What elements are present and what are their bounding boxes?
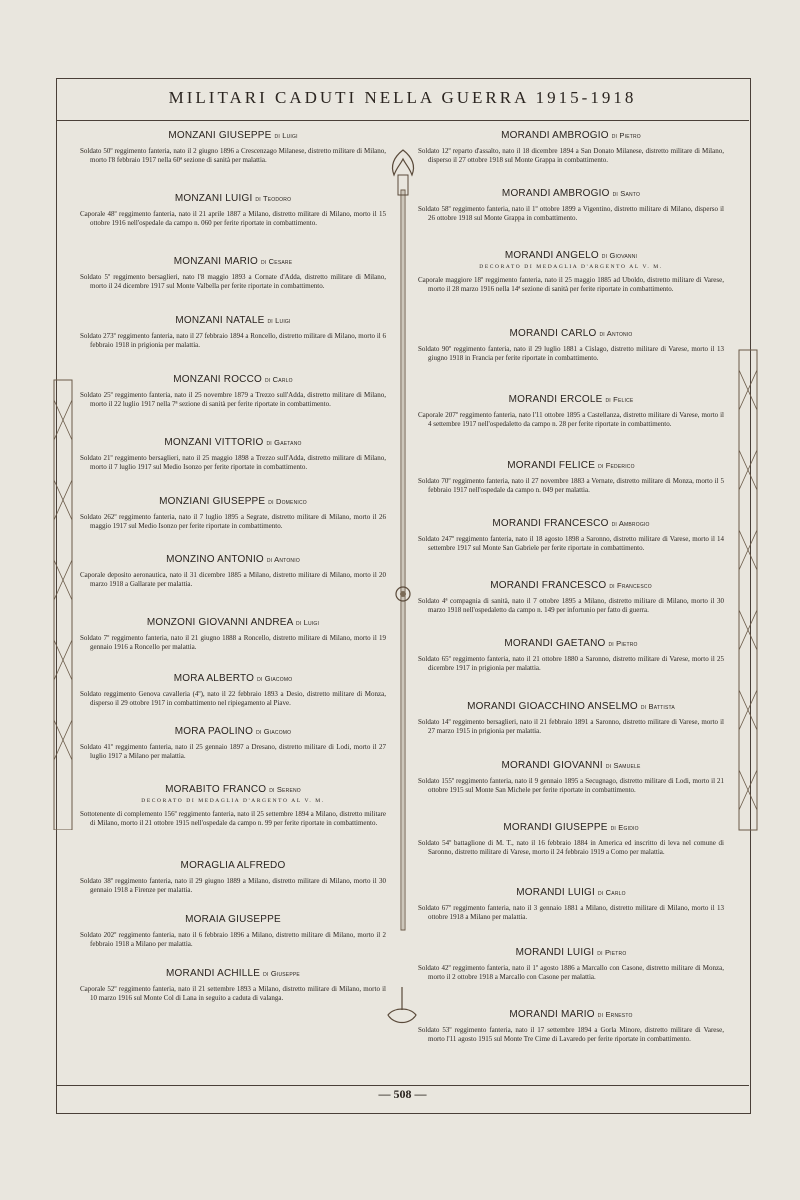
entry-text: Soldato 50º reggimento fanteria, nato il 2 giugno 1896 a Crescenzago Milanese, distretto militare di Milano, morto l'8 febbraio 1917 nella 60ª sezione di sanità per malattia. <box>80 147 386 164</box>
entry-text: Soldato 4ª compagnia di sanità, nato il 7 ottobre 1895 a Milano, distretto militare di Milano, morto il 30 marzo 1918 nell'ospedaletto da campo n. 149 per infortunio per fatto di guerra. <box>418 597 724 614</box>
entry-name <box>80 256 386 267</box>
person-name: MORANDI GIOACCHINO ANSELMO <box>467 701 638 712</box>
person-name: MONZANI ROCCO <box>173 374 262 385</box>
entry-name <box>80 193 386 204</box>
patronymic: di Cesare <box>260 257 293 266</box>
entry-text: Soldato 12º reparto d'assalto, nato il 18 dicembre 1894 a San Donato Milanese, distretto militare di Milano, disperso il 27 ottobre 1918 sul Monte Grappa in combattimento. <box>418 147 724 164</box>
entry-name <box>80 315 386 326</box>
entry-text: Soldato 65º reggimento fanteria, nato il 21 ottobre 1880 a Saronno, distretto militare di Varese, morto il 25 dicembre 1917 in prigionia per malattia. <box>418 655 724 672</box>
entry-name <box>418 887 724 898</box>
person-name: MORAGLIA ALFREDO <box>180 860 286 871</box>
entry <box>418 947 724 1009</box>
entry-name <box>418 250 724 261</box>
person-name: MONZANI VITTORIO <box>164 437 264 448</box>
person-name: MORANDI ACHILLE <box>166 968 261 979</box>
entry-name <box>418 1009 724 1020</box>
person-name: MONZINO ANTONIO <box>166 554 264 565</box>
patronymic: di Samuele <box>605 761 641 770</box>
left-column <box>80 130 386 1028</box>
patronymic: di Sereno <box>269 785 301 794</box>
entry-name <box>418 701 724 712</box>
entry <box>418 760 724 822</box>
person-name: MORANDI LUIGI <box>515 947 595 958</box>
torch-ornament-icon <box>384 145 422 200</box>
patronymic: di Antonio <box>266 555 300 564</box>
person-name: MORANDI AMBROGIO <box>501 188 610 199</box>
person-name: MORANDI LUIGI <box>516 887 595 898</box>
person-name: MONZANI GIUSEPPE <box>168 130 272 141</box>
patronymic: di Luigi <box>274 131 298 140</box>
patronymic: di Giacomo <box>256 727 292 736</box>
person-name: MORANDI AMBROGIO <box>501 130 609 141</box>
entry-name <box>80 496 386 507</box>
entry-text: Soldato 53º reggimento fanteria, nato il 17 settembre 1894 a Gorla Minore, distretto militare di Varese, morto l'11 agosto 1915 sul Monte Tre Cime di Lavaredo per ferite riportate in combattimento. <box>418 1026 724 1043</box>
patronymic: di Antonio <box>599 329 633 338</box>
entry <box>418 518 724 580</box>
person-name: MORANDI FRANCESCO <box>490 580 607 591</box>
entry-text: Soldato 54º battaglione di M. T., nato il 16 febbraio 1884 in America ed inscritto di leva nel comune di Saronno, distretto militare di Varese, morto il 24 febbraio 1919 a Como per malattia. <box>418 839 724 856</box>
entry <box>80 496 386 554</box>
entry-name <box>80 860 386 871</box>
entry-text: Soldato 202º reggimento fanteria, nato il 6 febbraio 1896 a Milano, distretto militare di Milano, morto il 2 febbraio 1918 a Milano per malattia. <box>80 931 386 948</box>
patronymic: di Giuseppe <box>263 969 300 978</box>
person-name: MONZANI MARIO <box>173 256 258 267</box>
person-name: MORANDI GIOVANNI <box>501 760 603 771</box>
person-name: MORANDI CARLO <box>509 328 597 339</box>
entry-name <box>80 914 386 925</box>
entry-text: Soldato 25º reggimento fanteria, nato il 25 novembre 1879 a Trezzo sull'Adda, distretto militare di Milano, morto il 22 luglio 1917 nella 7ª sezione di sanità per ferite riportate in combattimento. <box>80 391 386 408</box>
entry <box>418 887 724 947</box>
entry <box>418 460 724 518</box>
patronymic: di Pietro <box>608 639 638 648</box>
person-name: MORANDI FELICE <box>507 460 596 471</box>
entry <box>80 726 386 784</box>
patronymic: di Felice <box>605 395 634 404</box>
entry-name <box>80 437 386 448</box>
footer-rule <box>56 1085 749 1086</box>
person-name: MORANDI ERCOLE <box>508 394 603 405</box>
entry-name <box>418 460 724 471</box>
entry <box>80 860 386 914</box>
entry-text: Soldato 67º reggimento fanteria, nato il 3 gennaio 1881 a Milano, distretto militare di Milano, morto il 13 ottobre 1918 a Milano per malattia. <box>418 904 724 921</box>
entry-text: Soldato 14º reggimento bersaglieri, nato il 21 febbraio 1891 a Saronno, distretto militare di Varese, morto il 27 marzo 1915 in prigionia per malattia. <box>418 718 724 735</box>
patronymic: di Giacomo <box>257 674 293 683</box>
person-name: MORANDI ANGELO <box>504 250 599 261</box>
person-name: MONZANI NATALE <box>175 315 265 326</box>
entry <box>80 315 386 374</box>
entry <box>80 968 386 1028</box>
entry-name <box>80 617 386 628</box>
person-name: MONZANI LUIGI <box>174 193 253 204</box>
patronymic: di Pietro <box>597 948 627 957</box>
entry <box>418 1009 724 1069</box>
person-name: MORANDI MARIO <box>509 1009 595 1020</box>
entry-name <box>418 580 724 591</box>
entry <box>418 130 724 188</box>
entry-name <box>418 638 724 649</box>
center-pole-ornament <box>398 150 408 1000</box>
patronymic: di Carlo <box>264 375 293 384</box>
entry <box>418 701 724 760</box>
patronymic: di Egidio <box>610 823 639 832</box>
entry-name <box>80 374 386 385</box>
patronymic: di Ambrogio <box>611 519 650 528</box>
decoration-note: DECORATO DI MEDAGLIA D'ARGENTO AL V. M. <box>141 798 325 804</box>
patronymic: di Luigi <box>267 316 291 325</box>
entry-text: Caporale 52º reggimento fanteria, nato il 21 settembre 1893 a Milano, distretto militare di Milano, morto il 10 marzo 1916 sul Monte Col di Lana in seguito a caduta di valanga. <box>80 985 386 1002</box>
entry <box>80 437 386 496</box>
entry-text: Sottotenente di complemento 156º reggimento fanteria, nato il 25 settembre 1894 a Milano, distretto militare di Milano, morto il 21 ottobre 1915 nell'ospedale da campo n. 99 per ferite riportate in combattimento. <box>80 810 386 827</box>
entry-text: Caporale 48º reggimento fanteria, nato il 21 aprile 1887 a Milano, distretto militare di Milano, morto il 15 ottobre 1916 nell'ospedale da campo n. 060 per ferite riportate in combattimento. <box>80 210 386 227</box>
patronymic: di Ernesto <box>597 1010 633 1019</box>
patronymic: di Teodoro <box>255 194 292 203</box>
entry <box>418 328 724 394</box>
entry-text: Soldato 5º reggimento bersaglieri, nato l'8 maggio 1893 a Cornate d'Adda, distretto militare di Milano, morto il 24 dicembre 1917 sul Monte Valbella per ferite riportate in combattimento. <box>80 273 386 290</box>
entry <box>418 394 724 460</box>
patronymic: di Federico <box>598 461 635 470</box>
entry <box>80 673 386 726</box>
patronymic: di Luigi <box>295 618 320 627</box>
person-name: MORANDI GIUSEPPE <box>503 822 608 833</box>
entry <box>80 617 386 673</box>
entry-name <box>80 784 386 795</box>
entry-text: Soldato 42º reggimento fanteria, nato il 1º agosto 1886 a Marcallo con Casone, distretto militare di Monza, morto il 2 ottobre 1918 a Marcallo con Casone per malattia. <box>418 964 724 981</box>
patronymic: di Gaetano <box>266 438 302 447</box>
right-column <box>418 130 724 1069</box>
page-title: MILITARI CADUTI NELLA GUERRA 1915-1918 <box>168 88 637 107</box>
entry-text: Soldato 21º reggimento bersaglieri, nato il 25 maggio 1898 a Trezzo sull'Adda, distretto militare di Milano, morto il 7 luglio 1917 sul Medio Isonzo per ferite riportate in combattimento. <box>80 454 386 471</box>
entry-text: Soldato 155º reggimento fanteria, nato il 9 gennaio 1895 a Secugnago, distretto militare di Lodi, morto il 21 ottobre 1915 sul Monte San Michele per ferite riportate in combattimento. <box>418 777 724 794</box>
entry-text: Caporale deposito aeronautica, nato il 31 dicembre 1885 a Milano, distretto militare di Milano, morto il 20 marzo 1918 a Gallarate per malattia. <box>80 571 386 588</box>
page-number: — 508 — <box>378 1087 427 1101</box>
header-rule <box>56 120 749 121</box>
person-name: MORANDI GAETANO <box>504 638 606 649</box>
entry-text: Soldato 262º reggimento fanteria, nato il 7 luglio 1895 a Segrate, distretto militare di Milano, morto il 26 maggio 1917 sul Medio Isonzo per ferite riportate in combattimento. <box>80 513 386 530</box>
person-name: MORABITO FRANCO <box>165 784 267 795</box>
entry-name <box>80 726 386 737</box>
entry-text: Soldato 247º reggimento fanteria, nato il 18 agosto 1898 a Saronno, distretto militare di Varese, morto il 14 settembre 1917 sul Monte San Gabriele per ferite riportate in combattimento. <box>418 535 724 552</box>
patronymic: di Santo <box>612 189 641 198</box>
entry <box>80 130 386 193</box>
patronymic: di Giovanni <box>601 251 638 260</box>
person-name: MONZONI GIOVANNI ANDREA <box>146 617 293 628</box>
entry <box>80 374 386 437</box>
entry-name <box>80 130 386 141</box>
entry <box>418 638 724 701</box>
person-name: MORANDI FRANCESCO <box>492 518 609 529</box>
right-fasces-ornament <box>725 330 770 850</box>
entry <box>418 580 724 638</box>
entry <box>418 188 724 250</box>
entry-name <box>418 394 724 405</box>
entry-text: Soldato 273º reggimento fanteria, nato il 27 febbraio 1894 a Roncello, distretto militare di Milano, morto il 6 febbraio 1918 in prigionia per malattia. <box>80 332 386 349</box>
patronymic: di Francesco <box>609 581 652 590</box>
entry <box>80 256 386 315</box>
patronymic: di Carlo <box>597 888 626 897</box>
entry-text: Soldato 7º reggimento fanteria, nato il 21 giugno 1888 a Roncello, distretto militare di Milano, morto il 19 gennaio 1916 a Roncello per malattia. <box>80 634 386 651</box>
entry-name <box>418 760 724 771</box>
entry <box>418 822 724 887</box>
entry-text: Soldato 90º reggimento fanteria, nato il 29 luglio 1881 a Cislago, distretto militare di Varese, morto il 13 giugno 1918 in Francia per ferite riportate in combattimento. <box>418 345 724 362</box>
entry-name <box>80 554 386 565</box>
entry-name <box>418 130 724 141</box>
entry-name <box>80 968 386 979</box>
entry-text: Caporale 207º reggimento fanteria, nato l'11 ottobre 1895 a Castellanza, distretto militare di Varese, morto il 4 settembre 1917 nell'ospedaletto da campo n. 28 per ferite riportate in combattimento. <box>418 411 724 428</box>
entry-name <box>418 822 724 833</box>
entry <box>80 914 386 968</box>
entry <box>80 784 386 860</box>
left-fasces-ornament <box>40 360 85 830</box>
entry-name <box>418 328 724 339</box>
person-name: MORA ALBERTO <box>173 673 255 684</box>
entry-name <box>418 188 724 199</box>
entry-text: Caporale maggiore 18º reggimento fanteria, nato il 25 maggio 1885 ad Uboldo, distretto militare di Varese, morto il 28 marzo 1916 nella 14ª sezione di sanità per ferite riportate in combattimento. <box>418 276 724 293</box>
entry-text: Soldato 58º reggimento fanteria, nato il 1º ottobre 1899 a Vigentino, distretto militare di Milano, disperso il 26 ottobre 1918 sul Monte Grappa in combattimento. <box>418 205 724 222</box>
rosette-ornament-icon <box>394 585 412 603</box>
entry-name <box>80 673 386 684</box>
patronymic: di Domenico <box>268 497 307 506</box>
entry <box>80 554 386 617</box>
person-name: MORA PAOLINO <box>174 726 254 737</box>
entry-name <box>418 518 724 529</box>
entry-text: Soldato 41º reggimento fanteria, nato il 25 gennaio 1897 a Dresano, distretto militare di Lodi, morto il 27 luglio 1917 a Milano per malattia. <box>80 743 386 760</box>
entry-text: Soldato 70º reggimento fanteria, nato il 27 novembre 1883 a Vernate, distretto militare di Monza, morto il 5 febbraio 1917 nell'ospedale da campo n. 049 per malattia. <box>418 477 724 494</box>
person-name: MORAIA GIUSEPPE <box>185 914 281 925</box>
person-name: MONZIANI GIUSEPPE <box>159 496 266 507</box>
entry-text: Soldato reggimento Genova cavalleria (4º), nato il 22 febbraio 1893 a Desio, distretto militare di Monza, disperso il 29 ottobre 1917 in combattimento nel ripiegamento al Piave. <box>80 690 386 707</box>
entry <box>418 250 724 328</box>
entry-text: Soldato 38º reggimento fanteria, nato il 29 giugno 1889 a Milano, distretto militare di Milano, morto il 30 gennaio 1918 a Firenze per malattia. <box>80 877 386 894</box>
patronymic: di Battista <box>640 702 675 711</box>
patronymic: di Pietro <box>611 131 641 140</box>
decoration-note: DECORATO DI MEDAGLIA D'ARGENTO AL V. M. <box>479 264 663 270</box>
entry-name <box>418 947 724 958</box>
entry <box>80 193 386 256</box>
